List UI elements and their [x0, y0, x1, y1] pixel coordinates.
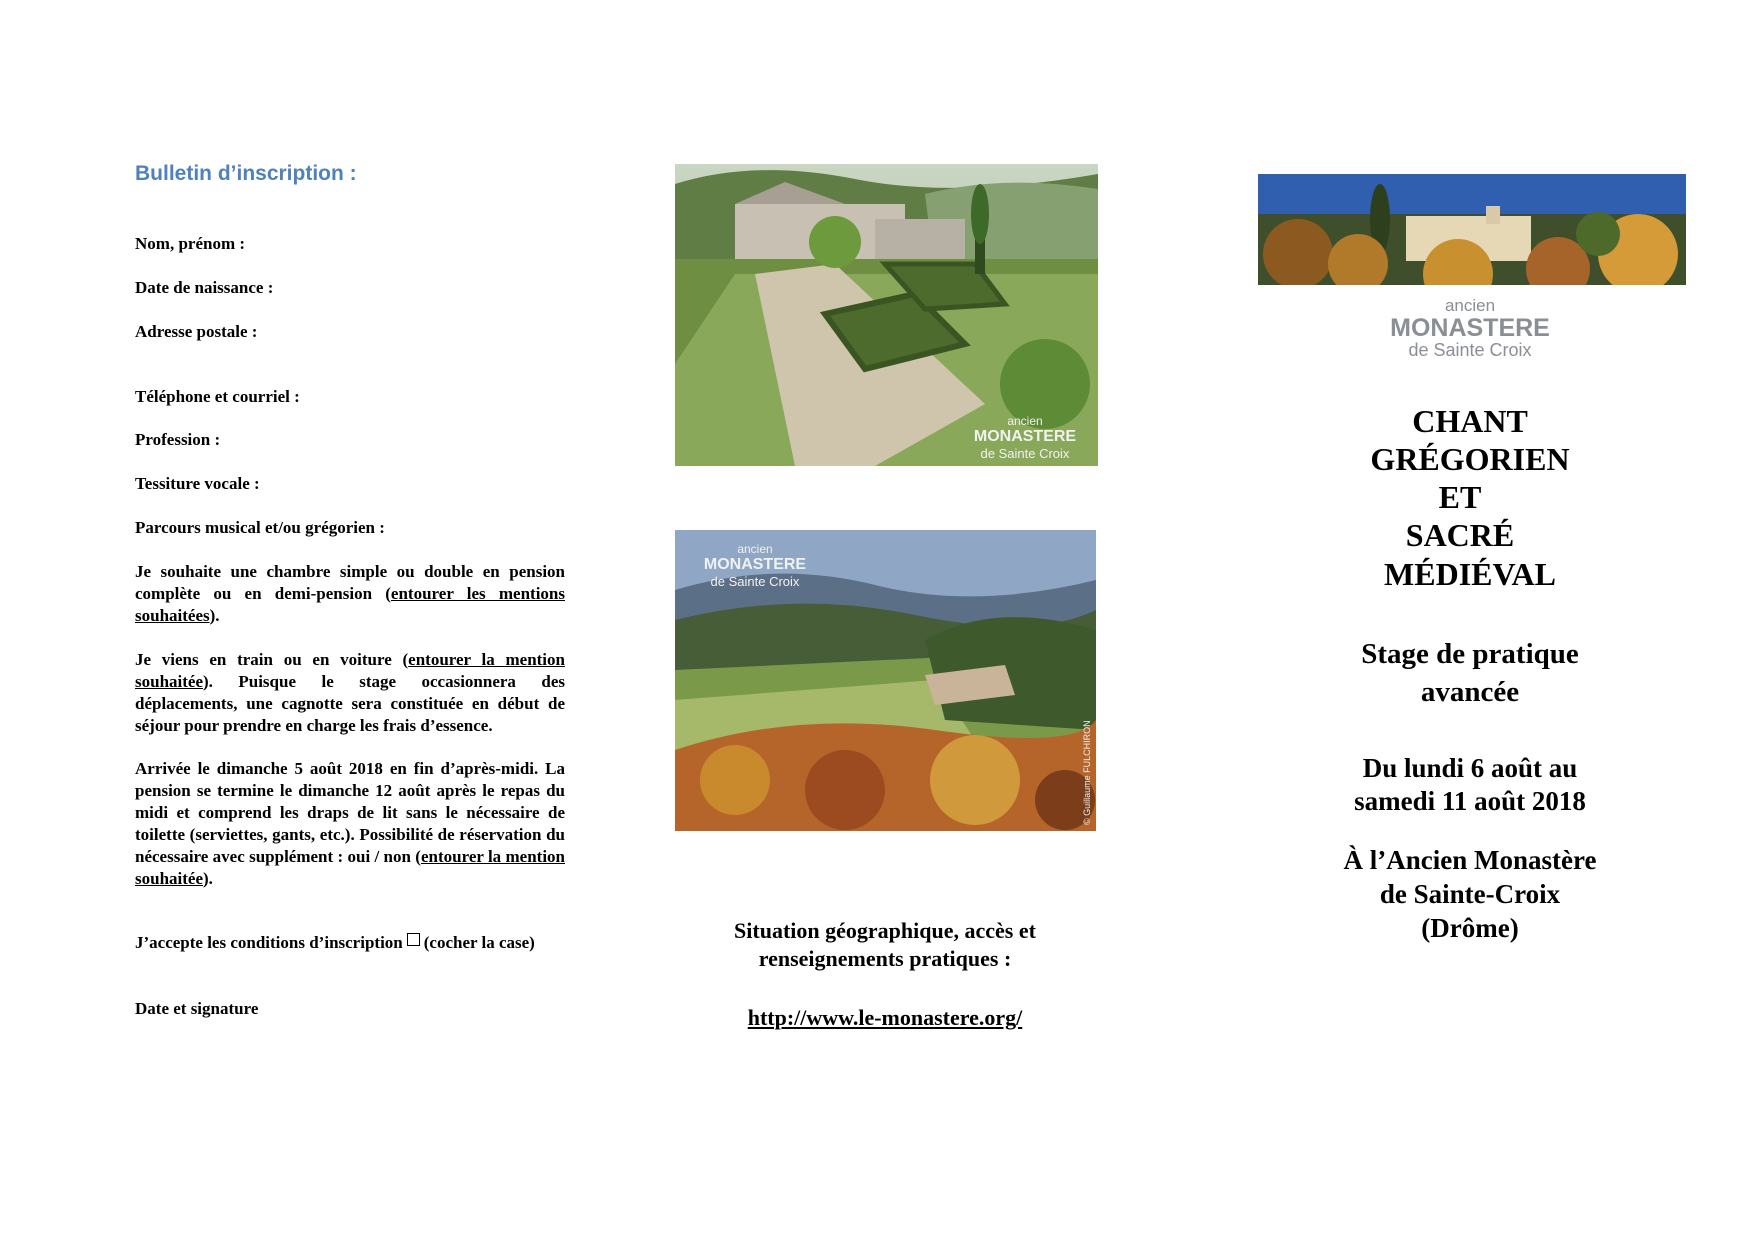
form-heading: Bulletin d’inscription :: [135, 162, 357, 185]
room-paragraph: Je souhaite une chambre simple ou double en pension complète ou en demi-pension (entourer les mentions souhaitées).: [135, 562, 565, 625]
title-line-5: MÉDIÉVAL: [1384, 556, 1556, 592]
arrival-paragraph: Arrivée le dimanche 5 août 2018 en fin d’après-midi. La pension se termine le dimanche 12 août après le repas du midi et comprend les draps de lit sans le nécessaire de toilette (serviettes, gants, etc.). Possibilité de réservation du nécessaire avec supplément : oui / non (entourer la mention souhaitée).: [135, 759, 565, 888]
dates-line-2: samedi 11 août 2018: [1354, 786, 1586, 816]
travel-paragraph: Je viens en train ou en voiture (entourer la mention souhaitée). Puisque le stage occasionnera des déplacements, une cagnotte sera constituée en début de séjour pour prendre en charge les frais d’essence.: [135, 650, 565, 735]
field-name-label: Nom, prénom :: [135, 234, 246, 253]
photo1-logo: ancien MONASTERE de Sainte Croix: [973, 414, 1077, 461]
subtitle-line-2: avancée: [1420, 676, 1520, 708]
accept-paragraph: J’accepte les conditions d’inscription (cocher la case): [135, 933, 535, 952]
field-birth-label: Date de naissance :: [135, 278, 274, 297]
info-caption: Situation géographique, accès et renseignements pratiques :: [734, 918, 1036, 971]
photo2-logo: ancien MONASTERE de Sainte Croix: [703, 542, 807, 589]
title-line-2: GRÉGORIEN: [1370, 441, 1570, 477]
field-phone-label: Téléphone et courriel :: [135, 387, 300, 406]
dates-line-1: Du lundi 6 août au: [1362, 753, 1578, 783]
place-line-3: (Drôme): [1421, 913, 1519, 943]
title-line-1: CHANT: [1412, 403, 1528, 439]
valley-photo: [675, 530, 1096, 831]
monastery-banner-photo: [1258, 174, 1686, 285]
place-line-2: de Sainte-Croix: [1379, 879, 1561, 909]
subtitle-line-1: Stage de pratique: [1361, 638, 1579, 670]
accept-checkbox[interactable]: [407, 933, 420, 946]
field-profession-label: Profession :: [135, 430, 221, 449]
monastery-banner-illustration: [1258, 174, 1686, 285]
monastery-logo: ancien MONASTERE de Sainte Croix: [1390, 296, 1550, 360]
field-music-label: Parcours musical et/ou grégorien :: [135, 518, 385, 537]
place-line-1: À l’Ancien Monastère: [1343, 845, 1597, 875]
field-voice-label: Tessiture vocale :: [135, 474, 260, 493]
title-line-3: ET: [1438, 479, 1482, 515]
title-line-4: SACRÉ: [1405, 517, 1515, 553]
signature-label: Date et signature: [135, 999, 259, 1018]
photo2-copyright: © Guillaume FULCHIRON: [1082, 720, 1092, 825]
garden-photo: [675, 164, 1098, 466]
website-link[interactable]: http://www.le-monastere.org/: [747, 1005, 1023, 1030]
field-address-label: Adresse postale :: [135, 322, 258, 341]
